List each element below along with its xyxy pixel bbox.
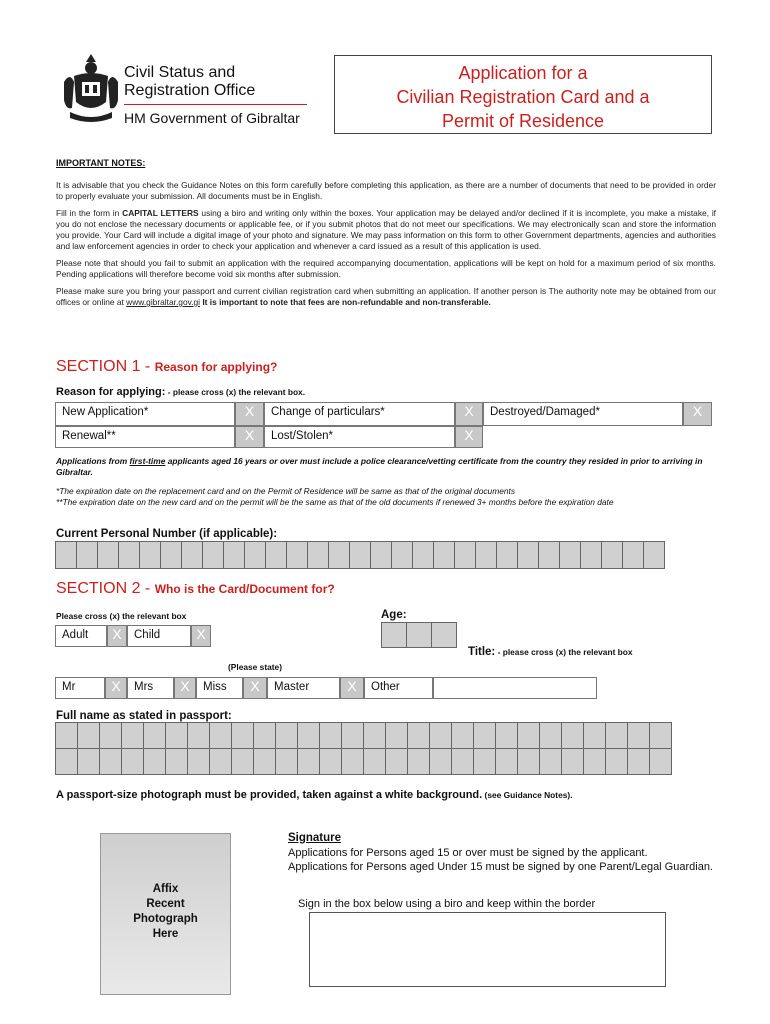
- photo-note: A passport-size photograph must be provided, taken against a white background. (see Guidance Notes).: [56, 789, 573, 801]
- option-other: Other: [364, 677, 433, 699]
- age-input[interactable]: [381, 622, 456, 648]
- option-new-application: New Application*: [55, 402, 235, 426]
- checkbox-child[interactable]: X: [191, 625, 211, 647]
- form-title: Application for a Civilian Registration Card and a Permit of Residence: [334, 55, 712, 134]
- checkbox-change-particulars[interactable]: X: [455, 402, 483, 426]
- checkbox-master[interactable]: X: [340, 677, 364, 699]
- gov-name: HM Government of Gibraltar: [124, 110, 300, 126]
- checkbox-destroyed-damaged[interactable]: X: [683, 402, 712, 426]
- option-master: Master: [267, 677, 340, 699]
- section2-title: SECTION 2 - Who is the Card/Document for?: [56, 580, 335, 597]
- fullname-label: Full name as stated in passport:: [56, 710, 232, 722]
- note-paragraph: Please make sure you bring your passport and current civilian registration card when submitting an application. If another person is The authority note may be obtained from our offices or online at www.gibraltar.gov.gi It is important to note that fees are non-refundable and non-transferable.: [56, 286, 716, 307]
- option-miss: Miss: [196, 677, 243, 699]
- cross-hint: Please cross (x) the relevant box: [56, 611, 187, 621]
- photo-placeholder[interactable]: Affix Recent Photograph Here: [100, 833, 231, 995]
- note-paragraph: Fill in the form in CAPITAL LETTERS using a biro and writing only within the boxes. Your application may be delayed and/or declined if it is incomplete, you make a mistake, if you do not enclose the necessary documents or applicable fee, or if you submit photos that do not meet our specifications. We may electronically scan and store the information you provide. Your Card will include a digital image of your photo and signature. We may pass information on this form to other Government departments, agencies and authorities and law enforcement agencies in order to check your application and whenever a card issued as a result of this application is used.: [56, 208, 717, 251]
- gibraltar-crest-icon: [62, 52, 120, 126]
- title-label: Title: - please cross (x) the relevant box: [468, 646, 633, 658]
- first-time-note: Applications from first-time applicants aged 16 years or over must include a police clearance/vetting certificate from the country they resided in prior to arriving in Gibraltar.: [56, 456, 703, 477]
- note-paragraph: Please note that should you fail to submit an application with the required accompanying documentation, applications will be kept on hold for a maximum period of six months. Pending applications will therefore become void six months after submission.: [56, 258, 716, 279]
- option-destroyed-damaged: Destroyed/Damaged*: [483, 402, 683, 426]
- checkbox-adult[interactable]: X: [107, 625, 127, 647]
- checkbox-mrs[interactable]: X: [174, 677, 196, 699]
- please-state: (Please state): [228, 662, 282, 672]
- checkbox-mr[interactable]: X: [105, 677, 127, 699]
- signature-heading: Signature: [288, 832, 342, 844]
- checkbox-miss[interactable]: X: [243, 677, 267, 699]
- note-paragraph: It is advisable that you check the Guidance Notes on this form carefully before completing this application, as there are a number of documents that need to be provided in order to properly evaluate your submission. All documents must be in English.: [56, 180, 716, 201]
- option-child: Child: [127, 625, 191, 647]
- option-change-particulars: Change of particulars*: [264, 402, 455, 426]
- other-title-input[interactable]: [433, 677, 597, 699]
- signature-box[interactable]: [309, 912, 666, 987]
- fullname-row-2[interactable]: [55, 748, 671, 775]
- notes-body: [56, 180, 716, 314]
- option-mrs: Mrs: [127, 677, 174, 699]
- fullname-row-1[interactable]: [55, 722, 671, 749]
- age-label: Age:: [381, 609, 407, 621]
- option-adult: Adult: [55, 625, 107, 647]
- checkbox-new-application[interactable]: X: [235, 402, 264, 426]
- signature-instructions: Applications for Persons aged 15 or over must be signed by the applicant. Applications for Persons aged Under 15 must be signed by one Parent/Legal Guardian.: [288, 847, 713, 873]
- expiration-notes: *The expiration date on the replacement card and on the Permit of Residence will be same as that of the original documents **The expiration date on the new card and on the permit will be the same as that of the old documents if renewed 3+ months before the expiration date: [56, 486, 614, 507]
- cpn-label: Current Personal Number (if applicable):: [56, 528, 278, 540]
- checkbox-renewal[interactable]: X: [235, 426, 264, 448]
- section1-title: SECTION 1 - Reason for applying?: [56, 358, 278, 375]
- signature-box-hint: Sign in the box below using a biro and keep within the border: [298, 898, 596, 910]
- gov-link[interactable]: www.gibraltar.gov.gi: [126, 297, 201, 307]
- option-lost-stolen: Lost/Stolen*: [264, 426, 455, 448]
- important-notes-heading: IMPORTANT NOTES:: [56, 158, 146, 168]
- cpn-input[interactable]: [55, 541, 664, 569]
- checkbox-lost-stolen[interactable]: X: [455, 426, 483, 448]
- reason-label: Reason for applying: - please cross (x) the relevant box.: [56, 386, 306, 398]
- option-mr: Mr: [55, 677, 105, 699]
- option-renewal: Renewal**: [55, 426, 235, 448]
- office-name: Civil Status and Registration Office: [124, 64, 256, 99]
- header-divider: [124, 104, 307, 105]
